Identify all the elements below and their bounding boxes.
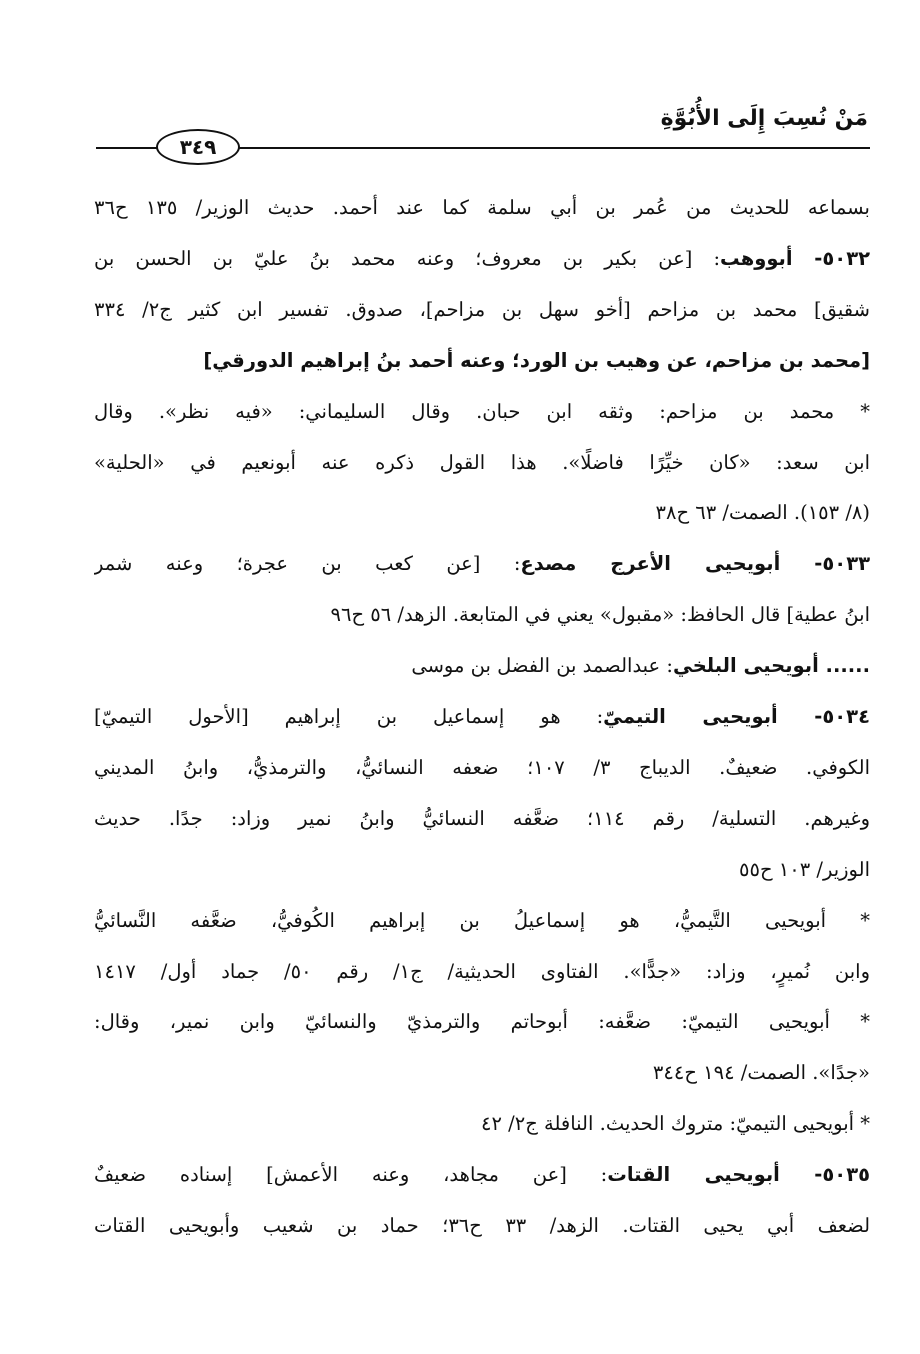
line-text: ابن سعد: «كان خيِّرًا فاضلًا». هذا القول ذكره عنه أبونعيم في «الحلية» <box>94 451 870 474</box>
line-text: : هو إسماعيل بن إبراهيم [الأحول التيميّ] <box>94 705 604 728</box>
entry-heading: [محمد بن مزاحم، عن وهيب بن الورد؛ وعنه أحمد بنُ إبراهيم الدورقي] <box>203 349 870 372</box>
entry-heading: ٥٠٣٤- أبويحيى التيميّ <box>603 705 870 728</box>
text-line <box>94 441 870 485</box>
text-line <box>94 491 870 535</box>
line-text: بسماعه للحديث من عُمر بن أبي سلمة كما عند أحمد. حديث الوزير/ ١٣٥ ح٣٦ <box>94 196 870 219</box>
text-line <box>94 237 870 281</box>
line-text: الوزير/ ١٠٣ ح٥٥ <box>739 858 870 881</box>
entry-heading: ...... أبويحيى البلخي <box>672 654 870 677</box>
line-text: شقيق] محمد بن مزاحم [أخو سهل بن مزاحم]، صدوق. تفسير ابن كثير ج٢/ ٣٣٤ <box>94 298 870 321</box>
line-text: الكوفي. ضعيفٌ. الديباج ٣/ ١٠٧؛ ضعفه النسائيُّ، والترمذيُّ، وابنُ المديني <box>94 756 870 779</box>
text-line <box>94 542 870 586</box>
text-line <box>94 899 870 943</box>
line-text: وابن نُميرٍ، وزاد: «جدًّا». الفتاوى الحديثية/ ج١/ رقم ٥٠/ جماد أول/ ١٤١٧ <box>94 960 870 983</box>
text-line <box>94 288 870 332</box>
line-text: * أبويحيى التيميّ: ضعَّفه: أبوحاتم والترمذيّ والنسائيّ وابن نمير، وقال: <box>94 1010 870 1033</box>
text-line <box>94 746 870 790</box>
line-text: * أبويحيى التَّيميُّ، هو إسماعيلُ بن إبراهيم الكُوفيُّ، ضعَّفه النَّسائيُّ <box>94 909 870 932</box>
text-line <box>94 644 870 688</box>
running-title: مَنْ نُسِبَ إِلَى الأُبُوَّةِ <box>660 106 868 131</box>
entry-heading: ٥٠٣٣- أبويحيى الأعرج مصدع <box>520 552 870 575</box>
line-text: لضعف أبي يحيى القتات. الزهد/ ٣٣ ح٣٦؛ حماد بن شعيب وأبويحيى القتات <box>94 1214 870 1237</box>
text-line <box>94 1204 870 1248</box>
entry-heading: ٥٠٣٥- أبويحيى القتات <box>607 1163 870 1186</box>
page-number <box>156 129 240 165</box>
line-text: (٨/ ١٥٣). الصمت/ ٦٣ ح٣٨ <box>655 501 870 524</box>
line-text: * محمد بن مزاحم: وثقه ابن حبان. وقال السليماني: «فيه نظر». وقال <box>94 400 870 423</box>
line-text: : [عن كعب بن عجرة؛ وعنه شمر <box>94 552 521 575</box>
line-text: * أبويحيى التيميّ: متروك الحديث. النافلة ج٢/ ٤٢ <box>481 1112 870 1135</box>
entry-heading: ٥٠٣٢- أبووهب <box>720 247 870 270</box>
text-line <box>94 695 870 739</box>
text-line <box>94 1102 870 1146</box>
text-line <box>94 593 870 637</box>
page-number-text: ٣٤٩ <box>179 135 217 159</box>
text-line <box>94 848 870 892</box>
text-line <box>94 339 870 383</box>
text-line <box>94 797 870 841</box>
line-text: «جدًا». الصمت/ ١٩٤ ح٣٤٤ <box>652 1061 870 1084</box>
line-text: : [عن مجاهد، وعنه الأعمش] إسناده ضعيفٌ <box>94 1163 608 1186</box>
text-line <box>94 1153 870 1197</box>
line-text: : عبدالصمد بن الفضل بن موسى <box>411 654 673 677</box>
text-line <box>94 186 870 230</box>
text-line <box>94 1000 870 1044</box>
line-text: : [عن بكير بن معروف؛ وعنه محمد بنُ عليّ بن الحسن بن <box>94 247 721 270</box>
text-line <box>94 390 870 434</box>
text-line <box>94 1051 870 1095</box>
line-text: وغيرهم. التسلية/ رقم ١١٤؛ ضعَّفه النسائيُّ وابنُ نمير وزاد: جدًا. حديث <box>94 807 870 830</box>
text-line <box>94 950 870 994</box>
line-text: ابنُ عطية] قال الحافظ: «مقبول» يعني في المتابعة. الزهد/ ٥٦ ح٩٦ <box>330 603 870 626</box>
